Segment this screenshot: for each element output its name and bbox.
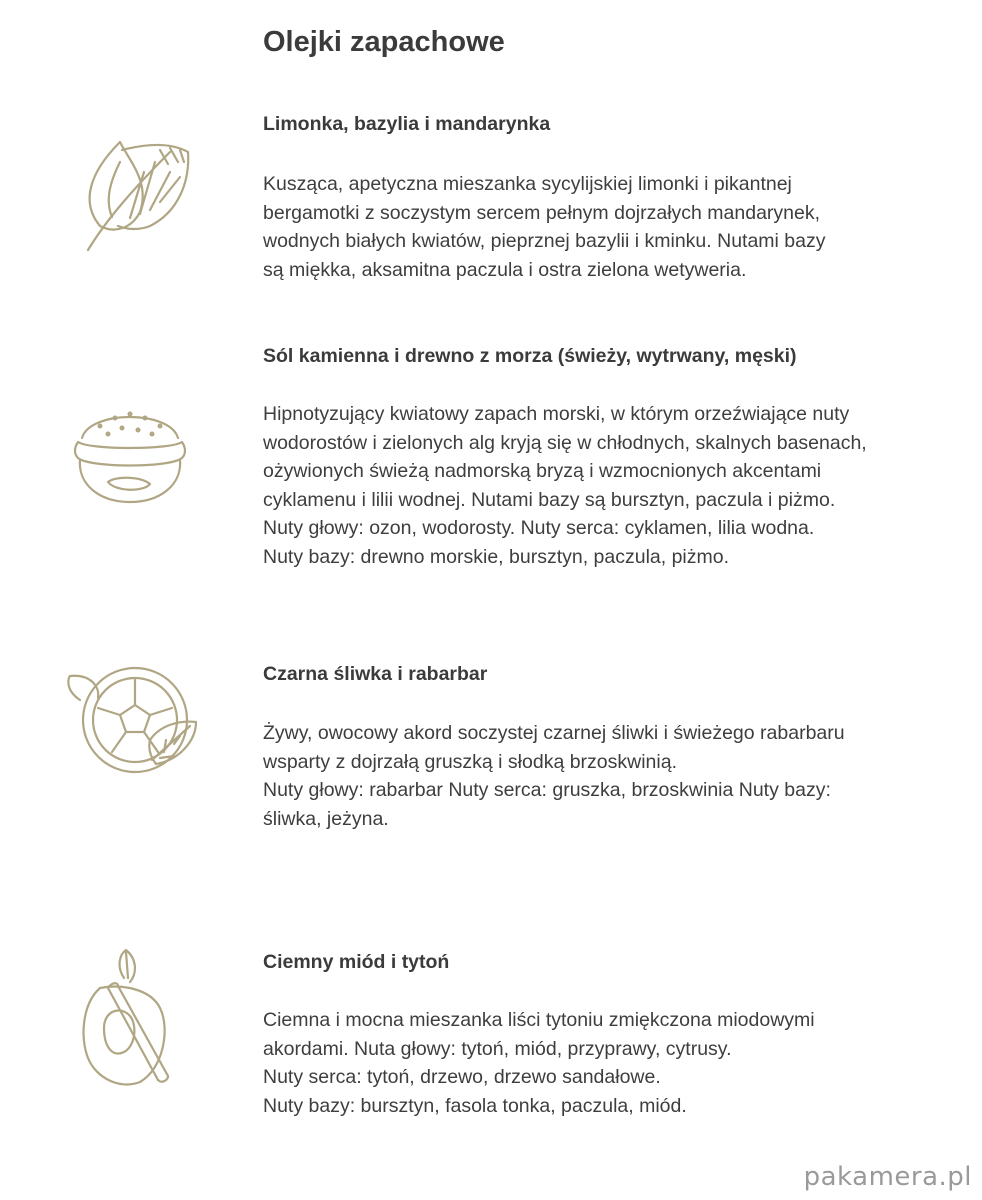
description-line: są miękka, aksamitna paczula i ostra zielona wetyweria.	[263, 258, 747, 281]
description-line: Nuty głowy: ozon, wodorosty. Nuty serca: cyklamen, lilia wodna.	[263, 517, 815, 539]
description-line: wodorostów i zielonych alg kryją się w chłodnych, skalnych basenach,	[263, 431, 867, 454]
description-line: Kusząca, apetyczna mieszanka sycylijskiej limonki i pikantnej	[263, 173, 792, 195]
description-line: cyklamenu i lilii wodnej. Nutami bazy są bursztyn, paczula i piżmo.	[263, 488, 836, 511]
fruit-cinnamon-icon	[60, 948, 200, 1088]
section-title: Limonka, bazylia i mandarynka	[263, 113, 551, 135]
salt-bowl-icon	[60, 390, 200, 530]
description-line: Ciemna i mocna mieszanka liści tytoniu zmiękczona miodowymi	[263, 1009, 815, 1031]
section-title: Sól kamienna i drewno z morza (świeży, wytrwany, męski)	[263, 345, 797, 367]
description-line: Żywy, owocowy akord soczystej czarnej śliwki i świeżego rabarbaru	[263, 722, 845, 744]
plum-slice-icon	[60, 660, 200, 800]
page-title: Olejki zapachowe	[263, 26, 505, 58]
description-line: wsparty z dojrzałą gruszką i słodką brzoskwinią.	[263, 750, 677, 773]
section-title: Czarna śliwka i rabarbar	[263, 663, 488, 685]
section-description	[263, 719, 963, 833]
description-line: Nuty bazy: bursztyn, fasola tonka, paczula, miód.	[263, 1094, 687, 1117]
section-title: Ciemny miód i tytoń	[263, 951, 450, 973]
description-line: ożywionych świeżą nadmorską bryzą i wzmocnionych akcentami	[263, 460, 822, 482]
description-line: Hipnotyzujący kwiatowy zapach morski, w którym orzeźwiające nuty	[263, 403, 850, 425]
description-line: Nuty głowy: rabarbar Nuty serca: gruszka, brzoskwinia Nuty bazy:	[263, 779, 831, 801]
description-line: bergamotki z soczystym sercem pełnym dojrzałych mandarynek,	[263, 201, 821, 224]
pakamera-logo: pakamera.pl	[803, 1162, 972, 1192]
description-line: Nuty serca: tytoń, drzewo, drzewo sandałowe.	[263, 1066, 661, 1088]
section-description	[263, 400, 963, 571]
section-description	[263, 170, 963, 284]
description-line: Nuty bazy: drewno morskie, bursztyn, paczula, piżmo.	[263, 545, 730, 568]
description-line: śliwka, jeżyna.	[263, 807, 389, 830]
section-description	[263, 1006, 963, 1120]
leaf-icon	[60, 122, 200, 262]
description-line: wodnych białych kwiatów, pieprznej bazylii i kminku. Nutami bazy	[263, 230, 826, 252]
description-line: akordami. Nuta głowy: tytoń, miód, przyprawy, cytrusy.	[263, 1037, 732, 1060]
